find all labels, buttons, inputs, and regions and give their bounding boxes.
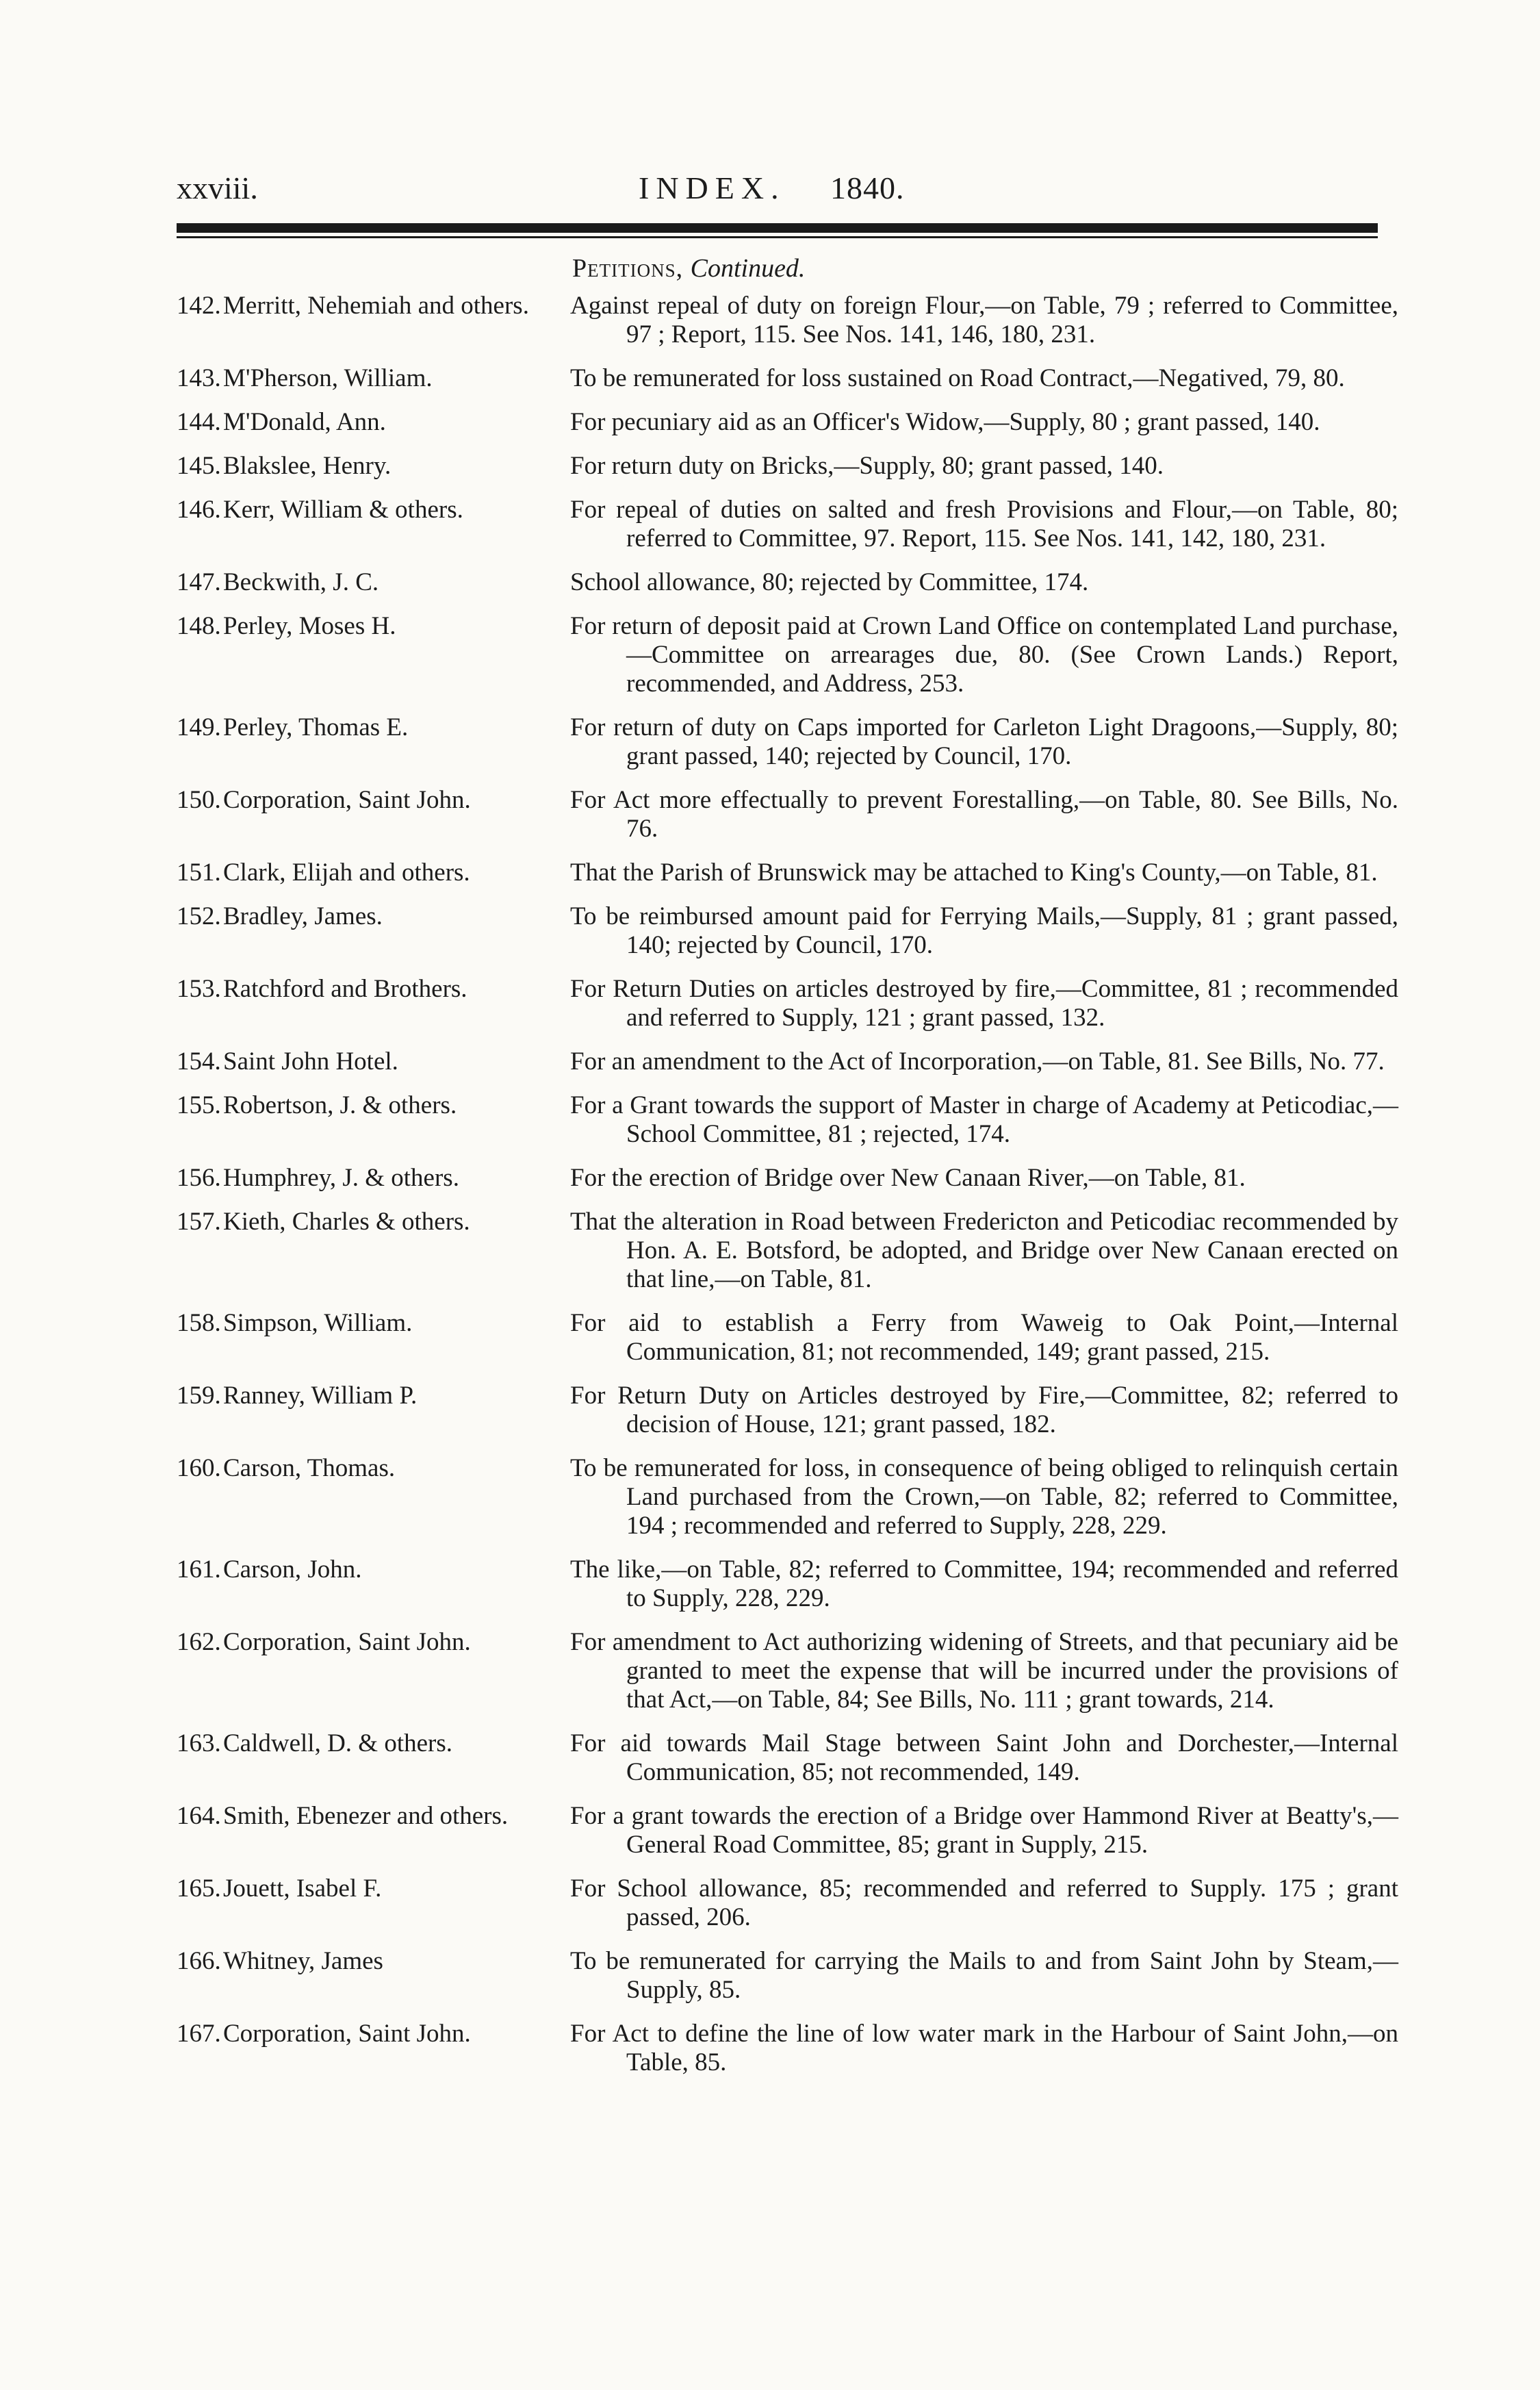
petition-number: 162. — [177, 1628, 221, 1656]
section-continued: Continued. — [690, 254, 806, 283]
petition-number: 145. — [177, 452, 221, 480]
petitioner-name: Corporation, Saint John. — [223, 786, 471, 814]
petition-entry — [177, 1555, 1398, 1613]
petitioner — [177, 1047, 556, 1076]
petition-entry — [177, 568, 1395, 597]
petitioner — [177, 568, 556, 597]
petitioner-name: Corporation, Saint John. — [223, 2020, 471, 2048]
page-number: xxviii. — [177, 170, 258, 205]
petition-entry — [177, 1382, 1398, 1439]
petitioner — [177, 1208, 556, 1294]
petition-number: 158. — [177, 1309, 221, 1337]
petitioner-name: Whitney, James — [223, 1947, 383, 1975]
petition-description: For amendment to Act authorizing widening of Streets, and that pecuniary aid be granted to meet the expense that will be incurred under the provisions of that Act,—on Table, 84; See Bills, No. 111 ; grant towards, 214. — [570, 1628, 1398, 1714]
petition-number: 150. — [177, 786, 221, 814]
petitioner — [177, 1874, 556, 1932]
petition-entry — [177, 1947, 1398, 2005]
petitioner-name: Smith, Ebenezer and others. — [223, 1802, 509, 1830]
petitioner-name: Simpson, William. — [223, 1309, 413, 1337]
petition-number: 146. — [177, 496, 221, 524]
petition-entry — [177, 1164, 1395, 1193]
petition-number: 166. — [177, 1947, 221, 1975]
petition-number: 155. — [177, 1091, 221, 1119]
petition-entry — [177, 1091, 1398, 1149]
header-rule-thick — [177, 223, 1378, 233]
petitioner — [177, 975, 556, 1032]
petition-number: 142. — [177, 292, 221, 320]
petitioner — [177, 1729, 556, 1787]
petition-description: The like,—on Table, 82; referred to Committee, 194; recommended and referred to Supply, 228, 229. — [570, 1555, 1398, 1612]
petition-description: To be remunerated for loss, in consequence of being obliged to relinquish certain Land purchased from the Crown,—on Table, 82; referred to Committee, 194 ; recommended and referred to Supply, 228, 229. — [570, 1454, 1398, 1540]
page-year: 1840. — [830, 170, 905, 205]
petitioner — [177, 2020, 556, 2077]
petition-description: For Act to define the line of low water mark in the Harbour of Saint John,—on Table, 85. — [570, 2020, 1398, 2076]
petitioner-name: Perley, Thomas E. — [223, 713, 409, 741]
petitioner-name: Carson, John. — [223, 1555, 362, 1584]
petitioner — [177, 612, 556, 698]
petition-entry — [177, 713, 1398, 771]
petitioner — [177, 1802, 556, 1859]
petitioner — [177, 1628, 556, 1714]
petition-description: Against repeal of duty on foreign Flour,—on Table, 79 ; referred to Committee, 97 ; Report, 115. See Nos. 141, 146, 180, 231. — [570, 292, 1398, 348]
petition-entry — [177, 1802, 1398, 1859]
petition-number: 167. — [177, 2020, 221, 2048]
petition-number: 164. — [177, 1802, 221, 1830]
petitioner-name: Corporation, Saint John. — [223, 1628, 471, 1656]
petitioner — [177, 1947, 556, 2005]
petitioner — [177, 1454, 556, 1540]
petition-description: For pecuniary aid as an Officer's Widow,—Supply, 80 ; grant passed, 140. — [570, 408, 1320, 436]
section-title: Petitions, — [572, 254, 684, 283]
petitioner-name: Blakslee, Henry. — [223, 452, 392, 480]
petition-description: For Return Duty on Articles destroyed by Fire,—Committee, 82; referred to decision of House, 121; grant passed, 182. — [570, 1382, 1398, 1438]
petition-description: For Act more effectually to prevent Forestalling,—on Table, 80. See Bills, No. 76. — [570, 786, 1398, 843]
petition-description: For a Grant towards the support of Master in charge of Academy at Peticodiac,—School Committee, 81 ; rejected, 174. — [570, 1091, 1398, 1148]
section-heading — [572, 253, 805, 283]
petition-number: 148. — [177, 612, 221, 640]
petition-number: 152. — [177, 902, 221, 930]
petition-number: 143. — [177, 364, 221, 392]
petition-entry — [177, 1628, 1398, 1714]
petition-entry — [177, 1309, 1398, 1366]
petition-number: 144. — [177, 408, 221, 436]
petition-entry — [177, 975, 1398, 1032]
petitioner-name: Ranney, William P. — [223, 1382, 418, 1410]
petitioner — [177, 859, 556, 887]
petition-description: For the erection of Bridge over New Canaan River,—on Table, 81. — [570, 1164, 1246, 1192]
petition-number: 154. — [177, 1047, 221, 1076]
petition-description: That the alteration in Road between Fredericton and Peticodiac recommended by Hon. A. E. Botsford, be adopted, and Bridge over New Canaan erected on that line,—on Table, 81. — [570, 1208, 1398, 1293]
petition-entry — [177, 1047, 1395, 1076]
petitioner — [177, 713, 556, 771]
petition-description: For an amendment to the Act of Incorporation,—on Table, 81. See Bills, No. 77. — [570, 1047, 1385, 1076]
petition-description: To be remunerated for loss sustained on Road Contract,—Negatived, 79, 80. — [570, 364, 1345, 392]
petition-number: 149. — [177, 713, 221, 741]
petition-description: To be remunerated for carrying the Mails to and from Saint John by Steam,—Supply, 85. — [570, 1947, 1398, 2004]
petitioner-name: Carson, Thomas. — [223, 1454, 396, 1482]
petitioner-name: Bradley, James. — [223, 902, 383, 930]
petition-number: 163. — [177, 1729, 221, 1757]
petition-entry — [177, 452, 1395, 481]
petition-entry — [177, 496, 1398, 553]
petitioner-name: Humphrey, J. & others. — [223, 1164, 459, 1192]
petition-entry — [177, 1874, 1398, 1932]
petition-description: For aid to establish a Ferry from Waweig to Oak Point,—Internal Communication, 81; not recommended, 149; grant passed, 215. — [570, 1309, 1398, 1366]
petition-description: For return of duty on Caps imported for Carleton Light Dragoons,—Supply, 80; grant passed, 140; rejected by Council, 170. — [570, 713, 1398, 770]
petition-number: 159. — [177, 1382, 221, 1410]
petitioner — [177, 496, 556, 553]
petitioner — [177, 1382, 556, 1439]
petition-entries — [177, 292, 1398, 2092]
header-rule-thin — [177, 236, 1378, 238]
petitioner — [177, 1091, 556, 1149]
petition-entry — [177, 2020, 1398, 2077]
petition-description: For return of deposit paid at Crown Land Office on contemplated Land purchase,—Committee on arrearages due, 80. (See Crown Lands.) Report, recommended, and Address, 253. — [570, 612, 1398, 698]
petition-entry — [177, 1454, 1398, 1540]
petitioner-name: Caldwell, D. & others. — [223, 1729, 453, 1757]
petitioner-name: Kieth, Charles & others. — [223, 1208, 470, 1236]
petitioner — [177, 364, 556, 393]
petition-entry — [177, 1729, 1398, 1787]
petitioner — [177, 1309, 556, 1366]
petition-entry — [177, 408, 1395, 437]
petitioner — [177, 452, 556, 481]
petitioner-name: M'Pherson, William. — [223, 364, 433, 392]
petition-number: 165. — [177, 1874, 221, 1903]
petition-number: 151. — [177, 859, 221, 887]
petition-number: 147. — [177, 568, 221, 596]
petition-description: For a grant towards the erection of a Bridge over Hammond River at Beatty's,—General Road Committee, 85; grant in Supply, 215. — [570, 1802, 1398, 1859]
petition-entry — [177, 786, 1398, 843]
petitioner-name: Clark, Elijah and others. — [223, 859, 470, 887]
petition-entry — [177, 612, 1398, 698]
petition-number: 157. — [177, 1208, 221, 1236]
petitioner-name: Beckwith, J. C. — [223, 568, 379, 596]
petition-number: 161. — [177, 1555, 221, 1584]
petition-description: For aid towards Mail Stage between Saint John and Dorchester,—Internal Communication, 85; not recommended, 149. — [570, 1729, 1398, 1786]
petition-description: School allowance, 80; rejected by Committee, 174. — [570, 568, 1089, 596]
petition-description: To be reimbursed amount paid for Ferrying Mails,—Supply, 81 ; grant passed, 140; rejected by Council, 170. — [570, 902, 1398, 959]
petition-description: For return duty on Bricks,—Supply, 80; grant passed, 140. — [570, 452, 1164, 480]
petitioner-name: M'Donald, Ann. — [223, 408, 386, 436]
petition-entry — [177, 292, 1398, 349]
page-header — [177, 170, 1395, 211]
petition-number: 156. — [177, 1164, 221, 1192]
petitioner-name: Ratchford and Brothers. — [223, 975, 467, 1003]
petitioner-name: Merritt, Nehemiah and others. — [223, 292, 529, 320]
petitioner — [177, 408, 556, 437]
petitioner-name: Robertson, J. & others. — [223, 1091, 457, 1119]
petition-number: 153. — [177, 975, 221, 1003]
petition-entry — [177, 902, 1398, 960]
petitioner-name: Perley, Moses H. — [223, 612, 396, 640]
petition-entry — [177, 364, 1395, 393]
petitioner-name: Jouett, Isabel F. — [223, 1874, 382, 1903]
petition-entry — [177, 1208, 1398, 1294]
petition-description: For Return Duties on articles destroyed by fire,—Committee, 81 ; recommended and referred to Supply, 121 ; grant passed, 132. — [570, 975, 1398, 1032]
index-page — [177, 170, 1398, 2076]
page-title: INDEX. — [639, 170, 786, 205]
petitioner — [177, 902, 556, 960]
petitioner-name: Kerr, William & others. — [223, 496, 463, 524]
petitioner — [177, 786, 556, 843]
petition-description: For repeal of duties on salted and fresh Provisions and Flour,—on Table, 80; referred to Committee, 97. Report, 115. See Nos. 141, 142, 180, 231. — [570, 496, 1398, 552]
petitioner-name: Saint John Hotel. — [223, 1047, 398, 1076]
petition-description: For School allowance, 85; recommended and referred to Supply. 175 ; grant passed, 206. — [570, 1874, 1398, 1931]
petitioner — [177, 292, 556, 349]
petition-entry — [177, 859, 1395, 887]
petition-description: That the Parish of Brunswick may be attached to King's County,—on Table, 81. — [570, 859, 1378, 887]
petitioner — [177, 1164, 556, 1193]
petitioner — [177, 1555, 556, 1613]
petition-number: 160. — [177, 1454, 221, 1482]
